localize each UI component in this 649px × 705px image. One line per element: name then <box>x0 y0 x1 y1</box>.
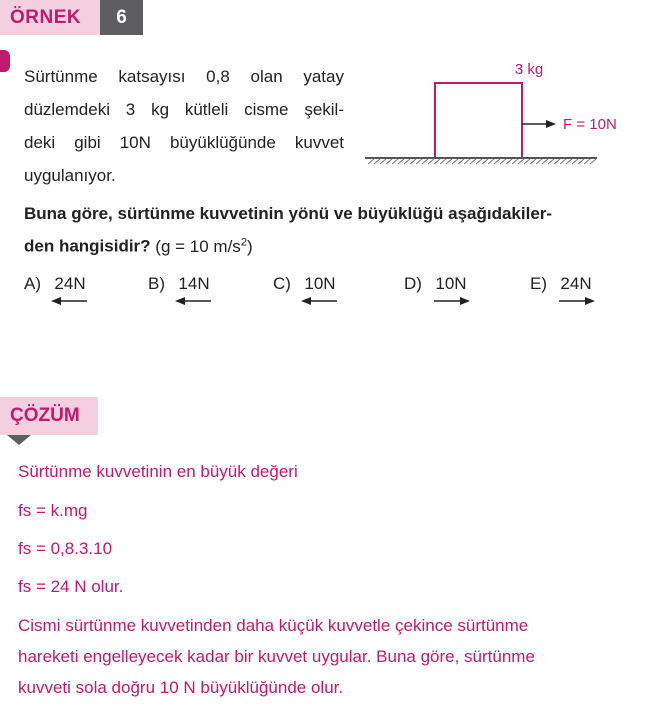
left-arrow-icon <box>175 296 213 306</box>
solution-paragraph <box>18 610 633 703</box>
solution-paragraph-line: hareketi engelleyecek kadar bir kuvvet uygular. Buna göre, sürtünme <box>18 647 535 666</box>
option-b[interactable] <box>148 274 213 306</box>
example-tag <box>0 0 100 35</box>
left-arrow-icon <box>51 296 89 306</box>
option-value: 10N <box>435 274 467 293</box>
option-e[interactable] <box>530 274 595 306</box>
mass-label: 3 kg <box>514 61 544 78</box>
option-letter: E) <box>530 274 547 293</box>
question-line: deki gibi 10N büyüklüğünde kuvvet <box>24 133 344 152</box>
block-box <box>435 83 522 158</box>
solution-line: fs = 24 N olur. <box>18 577 124 596</box>
prompt-given <box>155 237 252 256</box>
question-line: düzlemdeki 3 kg kütleli cisme şekil- <box>24 100 344 119</box>
prompt-line-2 <box>24 228 636 261</box>
solution-line: Sürtünme kuvvetinin en büyük değeri <box>18 462 298 481</box>
option-value: 14N <box>178 274 210 293</box>
left-arrow-icon <box>301 296 339 306</box>
option-letter: B) <box>148 274 165 293</box>
option-a[interactable] <box>24 274 89 306</box>
question-line: uygulanıyor. <box>24 166 116 185</box>
option-d[interactable] <box>404 274 470 306</box>
prompt-sup: 2 <box>240 236 247 248</box>
option-value: 24N <box>560 274 592 293</box>
ground-hatch <box>368 159 596 164</box>
example-number: 6 <box>100 0 143 35</box>
force-label: F = 10N <box>563 116 617 133</box>
solution-paragraph-line: Cismi sürtünme kuvvetinden daha küçük kuvvetle çekince sürtünme <box>18 616 529 635</box>
right-arrow-icon <box>557 296 595 306</box>
prompt-bold-end: den hangisidir? <box>24 236 151 256</box>
question-prompt <box>24 200 636 261</box>
solution-line: fs = 0,8.3.10 <box>18 539 113 558</box>
prompt-line-1: Buna göre, sürtünme kuvvetinin yönü ve büyüklüğü aşağıdakiler- <box>24 204 553 223</box>
prompt-given-text: (g = 10 m/s <box>155 236 241 256</box>
prompt-close: ) <box>246 236 253 256</box>
option-letter: A) <box>24 274 41 293</box>
solution-label: ÇÖZÜM <box>10 405 80 426</box>
question-text <box>24 60 344 192</box>
option-letter: D) <box>404 274 422 293</box>
option-c[interactable] <box>273 274 339 306</box>
question-line: Sürtünme katsayısı 0,8 olan yatay <box>24 67 344 86</box>
solution-tag <box>0 397 98 435</box>
option-value: 10N <box>304 274 336 293</box>
force-arrowhead-icon <box>546 120 556 128</box>
example-label: ÖRNEK <box>10 6 82 28</box>
solution-line: fs = k.mg <box>18 501 88 520</box>
option-letter: C) <box>273 274 291 293</box>
solution-paragraph-line: kuvveti sola doğru 10 N büyüklüğünde olur. <box>18 678 344 697</box>
block-figure <box>360 55 640 175</box>
option-value: 24N <box>54 274 86 293</box>
right-arrow-icon <box>432 296 470 306</box>
question-marker-icon <box>0 50 10 72</box>
solution-pointer-icon <box>7 435 31 445</box>
